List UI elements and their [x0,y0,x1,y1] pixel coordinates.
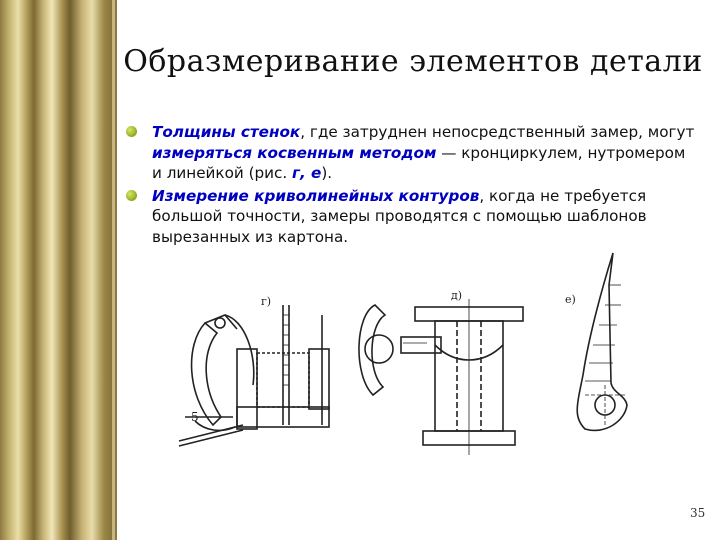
bullet-text-segment: Толщины стенок [152,123,301,141]
page-number: 35 [690,506,706,520]
bullet-text-segment: г, е [292,164,322,182]
decorative-stripes [0,0,112,540]
figure-label-e: е) [565,293,576,306]
figure-label-g: г) [261,295,272,308]
bullet-list [126,122,696,249]
figure-label-d: д) [451,289,463,302]
bullet-item [126,186,696,248]
bullet-icon [126,126,137,137]
bullet-text-segment: , где затруднен непосредственный замер, могут [300,123,695,141]
figure-d-pipe [359,289,523,455]
bullet-item [126,122,696,184]
bullet-text-segment: , когда не требуется большой точности, замеры проводятся с помощью шаблонов вырезанных из картона. [152,186,647,246]
figure-label-5: 5 [191,410,199,424]
figure-e-template [565,253,627,430]
bullet-text-segment: ). [321,164,333,182]
bullet-text-segment: — кронциркулем, нутромером и линейкой (рис. [152,143,686,182]
bullet-text-segment: измеряться косвенным методом [152,143,437,162]
figure-g-caliper [179,295,329,446]
technical-drawing-figure [165,245,645,475]
page-title: Образмеривание элементов детали [123,44,703,79]
bullet-text-segment: Измерение криволинейных контуров [152,186,480,205]
bullet-icon [126,190,137,201]
